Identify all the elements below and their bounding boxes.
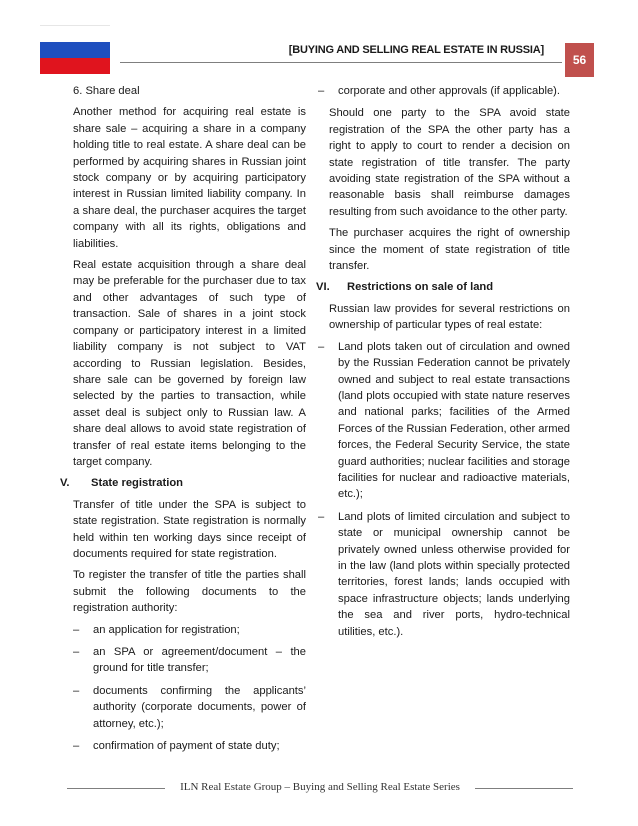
dash-bullet: –: [318, 340, 325, 353]
right-column: [316, 83, 570, 646]
list-item: [60, 738, 306, 754]
list-item: [316, 509, 570, 640]
dash-bullet: –: [318, 85, 325, 97]
footer-divider-right: [475, 788, 573, 789]
dash-bullet: –: [73, 623, 80, 636]
header-title: [BUYING AND SELLING REAL ESTATE IN RUSSIA]: [288, 44, 544, 56]
share-deal-subheading: 6. Share deal: [73, 85, 140, 97]
footer-text: ILN Real Estate Group – Buying and Selling Real Estate Series: [180, 781, 460, 793]
section-title: Restrictions on sale of land: [347, 281, 494, 294]
footer-divider-left: [67, 788, 165, 789]
dash-bullet: –: [73, 684, 80, 697]
dash-bullet: –: [73, 740, 80, 753]
paragraph: To register the transfer of title the parties shall submit the following documents to the registration authority:: [73, 569, 306, 615]
header-divider: [120, 62, 562, 63]
paragraph: Transfer of title under the SPA is subject to state registration. State registration is normally held within ten working days since receipt of documents required for state registration.: [73, 498, 306, 560]
paragraph: Another method for acquiring real estate is share sale – acquiring a share in a company holding title to real estate. A share deal can be performed by acquiring shares in Russian joint stock company or by acquiring participatory interest in Russian limited liability company. In a share deal, the purchaser acquires the target company with all its rights, obligations and liabilities.: [73, 106, 306, 250]
page-number-badge: 56: [565, 43, 594, 77]
section-heading-restrictions: [316, 279, 570, 295]
paragraph: Russian law provides for several restrictions on ownership of particular types of real estate:: [329, 302, 570, 332]
list-item: [316, 83, 570, 99]
russian-flag-icon: [40, 25, 110, 73]
list-item: [60, 644, 306, 677]
section-number: V.: [60, 477, 70, 490]
list-item-text: confirmation of payment of state duty;: [93, 740, 280, 753]
list-item-text: Land plots taken out of circulation and owned by the Russian Federation cannot be privately owned and subject to real estate transactions (land plots occupied with state nature reserves and national parks; facilities of the Armed Forces of the Russian Federation, other armed forces, the Federal Security Service, the state guard authorities; nuclear facilities and storage facilities for nuclear and radioactive materials, etc.);: [338, 340, 570, 501]
paragraph: Should one party to the SPA avoid state registration of the SPA the other party has a right to apply to court to render a decision on state registration of title transfer. The party avoiding state registration of the SPA without a reasonable basis shall reimburse damages resulting from such avoidance to the other party.: [329, 107, 570, 218]
section-number: VI.: [316, 281, 330, 294]
flag-white-stripe: [40, 25, 110, 42]
paragraph: Real estate acquisition through a share deal may be preferable for the purchaser due to tax and other advantages of such type of transaction. Sale of shares in a joint stock company or participatory interest in a limited liability company is not subject to VAT according to Russian legislation. Besides, share sale can be governed by foreign law selected by the parties to transaction, while asset deal is subject only to Russian law. A share deal allows to avoid state registration of transfer of real estate items belonging to the target company.: [73, 259, 306, 468]
section-title: State registration: [91, 477, 184, 490]
dash-bullet: –: [73, 646, 80, 658]
dash-bullet: –: [318, 510, 325, 523]
left-column: [60, 83, 306, 760]
list-item-text: documents confirming the applicants’ authority (corporate documents, power of attorney, etc.);: [93, 684, 306, 730]
list-item: [60, 683, 306, 732]
list-item: [316, 339, 570, 503]
list-item-text: an application for registration;: [93, 623, 240, 636]
list-item-text: corporate and other approvals (if applicable).: [338, 85, 561, 97]
section-heading-state-registration: [60, 475, 306, 491]
list-item: [60, 622, 306, 638]
paragraph: The purchaser acquires the right of ownership since the moment of state registration of title transfer.: [329, 227, 570, 273]
flag-red-stripe: [40, 58, 110, 74]
list-item-text: an SPA or agreement/document – the ground for title transfer;: [93, 646, 306, 675]
list-item-text: Land plots of limited circulation and subject to state or municipal ownership cannot be privately owned unless otherwise provided for in the law (land plots within specially protected territories, forest lands; lands occupied with space infrastructure objects; lands underlying the sea and river ports, hydro-technical utilities, etc.).: [338, 510, 570, 638]
flag-blue-stripe: [40, 42, 110, 58]
